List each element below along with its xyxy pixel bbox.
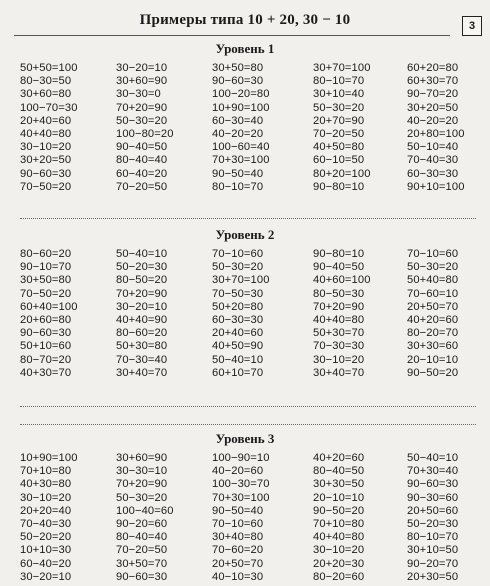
- exercise-item: 80−60=20: [20, 248, 72, 260]
- exercise-item: 90−60=30: [407, 478, 459, 491]
- exercise-item: 30−10=20: [20, 141, 72, 154]
- exercise-item: 80−60=20: [116, 327, 168, 340]
- exercise-item: 100−20=80: [212, 88, 270, 101]
- exercise-item: 30−10=20: [313, 544, 365, 557]
- exercise-item: 40−20=20: [212, 127, 264, 140]
- exercise-item: 20+20=30: [313, 557, 365, 570]
- exercise-item: 80−20=70: [407, 327, 459, 340]
- exercise-item: 100−40=60: [116, 504, 174, 517]
- exercise-item: 60−30=30: [212, 313, 264, 326]
- exercise-item: 50−20=30: [407, 517, 459, 530]
- exercise-item: 30+70=100: [313, 62, 371, 74]
- exercise-item: 70−40=30: [407, 154, 459, 167]
- exercise-item: 30+20=50: [20, 154, 72, 167]
- exercise-item: 40+40=80: [20, 127, 72, 140]
- exercise-item: 40+20=60: [313, 452, 365, 464]
- exercise-item: 20+50=70: [212, 557, 264, 570]
- exercise-item: 50+40=80: [407, 274, 459, 287]
- exercise-item: 40−20=60: [212, 465, 264, 478]
- level-3-section: [0, 430, 490, 584]
- exercise-item: 90−50=40: [212, 167, 264, 180]
- exercise-item: 70+20=90: [116, 101, 168, 114]
- exercise-item: 50+10=60: [20, 340, 72, 353]
- exercise-item: 90−50=20: [313, 504, 365, 517]
- exercise-item: 30−20=10: [116, 300, 168, 313]
- exercise-item: 40+40=80: [313, 313, 365, 326]
- exercise-item: 20+40=60: [20, 114, 72, 127]
- exercise-item: 30−30=0: [116, 88, 161, 101]
- exercise-item: 30−10=20: [20, 491, 72, 504]
- exercise-column: [116, 62, 212, 194]
- page-header: [0, 8, 490, 36]
- exercise-item: 30−30=10: [116, 465, 168, 478]
- exercise-item: 70−60=20: [212, 544, 264, 557]
- exercise-item: 70−10=60: [212, 517, 264, 530]
- exercise-column: [212, 62, 313, 194]
- exercise-item: 70−20=50: [116, 180, 168, 193]
- exercise-item: 50−40=10: [407, 452, 459, 464]
- exercise-item: 80−50=20: [116, 274, 168, 287]
- exercise-item: 80−50=30: [313, 287, 365, 300]
- exercise-item: 60+10=70: [212, 366, 264, 379]
- exercise-column: [212, 452, 313, 584]
- exercise-item: 70−30=40: [116, 353, 168, 366]
- exercise-item: 30+60=90: [116, 452, 168, 464]
- exercise-item: 50−40=10: [116, 248, 168, 260]
- exercise-item: 100−70=30: [20, 101, 78, 114]
- exercise-item: 30−20=10: [116, 62, 168, 74]
- exercise-item: 40+30=70: [20, 366, 72, 379]
- level-1-grid: [20, 62, 490, 194]
- page-title: Примеры типа 10 + 20, 30 − 10: [139, 12, 351, 28]
- exercise-item: 50+30=70: [313, 327, 365, 340]
- exercise-item: 90−40=50: [313, 261, 365, 274]
- exercise-item: 40−20=20: [407, 114, 459, 127]
- exercise-item: 30+60=80: [20, 88, 72, 101]
- page-number-badge: 3: [462, 16, 482, 36]
- level-2-section: [0, 226, 490, 380]
- exercise-item: 90−20=70: [407, 557, 459, 570]
- exercise-item: 50−40=10: [212, 353, 264, 366]
- exercise-item: 30+50=80: [212, 62, 264, 74]
- exercise-item: 90+10=100: [407, 180, 465, 193]
- exercise-item: 70−10=60: [212, 248, 264, 260]
- exercise-column: [116, 248, 212, 380]
- exercise-item: 70−40=30: [20, 517, 72, 530]
- section-divider-3: [20, 424, 476, 425]
- exercise-item: 100−90=10: [212, 452, 270, 464]
- exercise-column: [313, 248, 407, 380]
- exercise-item: 50−30=20: [313, 101, 365, 114]
- exercise-item: 70−60=10: [407, 287, 459, 300]
- exercise-item: 80−10=70: [313, 75, 365, 88]
- exercise-item: 30+40=70: [313, 366, 365, 379]
- exercise-item: 60−10=50: [313, 154, 365, 167]
- exercise-item: 70−20=50: [313, 127, 365, 140]
- exercise-item: 100−60=40: [212, 141, 270, 154]
- exercise-column: [116, 452, 212, 584]
- exercise-item: 10+90=100: [212, 101, 270, 114]
- exercise-item: 10+10=30: [20, 544, 72, 557]
- exercise-item: 60−40=20: [116, 167, 168, 180]
- exercise-item: 70−50=30: [212, 287, 264, 300]
- exercise-item: 50−30=20: [407, 261, 459, 274]
- exercise-item: 40+50=90: [212, 340, 264, 353]
- exercise-item: 70+20=90: [313, 300, 365, 313]
- exercise-item: 30+40=70: [116, 366, 168, 379]
- exercise-column: [313, 62, 407, 194]
- exercise-item: 90−60=30: [20, 167, 72, 180]
- level-3-title: Уровень 3: [215, 431, 275, 446]
- exercise-item: 40+50=80: [313, 141, 365, 154]
- exercise-item: 70+10=80: [313, 517, 365, 530]
- exercise-item: 90−70=20: [407, 88, 459, 101]
- exercise-item: 30+10=50: [407, 544, 459, 557]
- exercise-item: 30+50=70: [116, 557, 168, 570]
- exercise-item: 70+10=80: [20, 465, 72, 478]
- exercise-item: 60+20=80: [407, 62, 459, 74]
- exercise-column: [313, 452, 407, 584]
- exercise-item: 40+30=80: [20, 478, 72, 491]
- exercise-item: 20−10=10: [407, 353, 459, 366]
- exercise-item: 60−30=40: [212, 114, 264, 127]
- exercise-item: 80+20=100: [313, 167, 371, 180]
- exercise-item: 40+20=60: [407, 313, 459, 326]
- exercise-item: 80−30=50: [20, 75, 72, 88]
- exercise-item: 40+40=80: [313, 531, 365, 544]
- exercise-item: 70+30=100: [212, 154, 270, 167]
- exercise-item: 70−20=50: [116, 544, 168, 557]
- exercise-item: 70+30=40: [407, 465, 459, 478]
- exercise-column: [20, 62, 116, 194]
- exercise-item: 20+50=70: [407, 300, 459, 313]
- exercise-item: 50−30=20: [212, 261, 264, 274]
- exercise-item: 90−10=70: [20, 261, 72, 274]
- exercise-item: 40+40=90: [116, 313, 168, 326]
- exercise-column: [407, 248, 490, 380]
- level-1-title: Уровень 1: [215, 41, 275, 56]
- exercise-item: 70−30=30: [313, 340, 365, 353]
- exercise-item: 50−30=20: [116, 114, 168, 127]
- exercise-item: 90−50=40: [212, 504, 264, 517]
- level-3-grid: [20, 452, 490, 584]
- exercise-item: 90−60=30: [20, 327, 72, 340]
- exercise-item: 80−20=60: [313, 570, 365, 583]
- exercise-item: 30−20=10: [20, 570, 72, 583]
- exercise-item: 50−20=20: [20, 531, 72, 544]
- exercise-column: [407, 452, 490, 584]
- exercise-item: 70−10=60: [407, 248, 459, 260]
- exercise-item: 90−20=60: [116, 517, 168, 530]
- exercise-item: 80−10=70: [407, 531, 459, 544]
- exercise-item: 20+40=60: [212, 327, 264, 340]
- exercise-item: 60−40=20: [20, 557, 72, 570]
- exercise-item: 80−40=40: [116, 154, 168, 167]
- exercise-item: 80−10=70: [212, 180, 264, 193]
- exercise-item: 30+20=50: [407, 101, 459, 114]
- exercise-item: 20+70=90: [313, 114, 365, 127]
- exercise-item: 70+30=100: [212, 491, 270, 504]
- exercise-item: 30+30=50: [313, 478, 365, 491]
- level-1-section: [0, 40, 490, 194]
- exercise-item: 30+30=60: [407, 340, 459, 353]
- exercise-column: [407, 62, 490, 194]
- exercise-item: 30−10=20: [313, 353, 365, 366]
- exercise-item: 90−60=30: [212, 75, 264, 88]
- exercise-item: 30+10=40: [313, 88, 365, 101]
- level-2-grid: [20, 248, 490, 380]
- exercise-item: 20+50=60: [407, 504, 459, 517]
- exercise-item: 60+40=100: [20, 300, 78, 313]
- exercise-item: 100−80=20: [116, 127, 174, 140]
- exercise-item: 60+30=70: [407, 75, 459, 88]
- exercise-item: 30+50=80: [20, 274, 72, 287]
- exercise-item: 80−40=50: [313, 465, 365, 478]
- exercise-item: 50−10=40: [407, 141, 459, 154]
- exercise-item: 20+20=40: [20, 504, 72, 517]
- exercise-item: 90−60=30: [116, 570, 168, 583]
- exercise-column: [212, 248, 313, 380]
- section-divider-1: [20, 218, 476, 219]
- exercise-item: 40−10=30: [212, 570, 264, 583]
- exercise-item: 90−30=60: [407, 491, 459, 504]
- exercise-item: 80−40=40: [116, 531, 168, 544]
- exercise-item: 50−30=20: [116, 491, 168, 504]
- exercise-item: 50+20=80: [212, 300, 264, 313]
- exercise-item: 100−30=70: [212, 478, 270, 491]
- exercise-item: 10+90=100: [20, 452, 78, 464]
- exercise-item: 20+80=100: [407, 127, 465, 140]
- level-2-title: Уровень 2: [215, 227, 275, 242]
- exercise-item: 70−50=20: [20, 180, 72, 193]
- exercise-item: 80−70=20: [20, 353, 72, 366]
- exercise-item: 20+60=80: [20, 313, 72, 326]
- exercise-item: 70−50=20: [20, 287, 72, 300]
- exercise-item: 90−50=20: [407, 366, 459, 379]
- exercise-item: 60−30=30: [407, 167, 459, 180]
- exercise-column: [20, 248, 116, 380]
- header-underline: [14, 35, 450, 36]
- exercise-item: 20+30=50: [407, 570, 459, 583]
- exercise-item: 90−40=50: [116, 141, 168, 154]
- exercise-item: 70+20=90: [116, 287, 168, 300]
- exercise-item: 90−80=10: [313, 248, 365, 260]
- exercise-item: 50+30=80: [116, 340, 168, 353]
- exercise-item: 40+60=100: [313, 274, 371, 287]
- exercise-item: 30+40=80: [212, 531, 264, 544]
- section-divider-2: [20, 406, 476, 407]
- exercise-item: 30+70=100: [212, 274, 270, 287]
- exercise-column: [20, 452, 116, 584]
- exercise-item: 50−20=30: [116, 261, 168, 274]
- exercise-item: 50+50=100: [20, 62, 78, 74]
- exercise-item: 90−80=10: [313, 180, 365, 193]
- exercise-item: 30+60=90: [116, 75, 168, 88]
- exercise-item: 70+20=90: [116, 478, 168, 491]
- exercise-item: 20−10=10: [313, 491, 365, 504]
